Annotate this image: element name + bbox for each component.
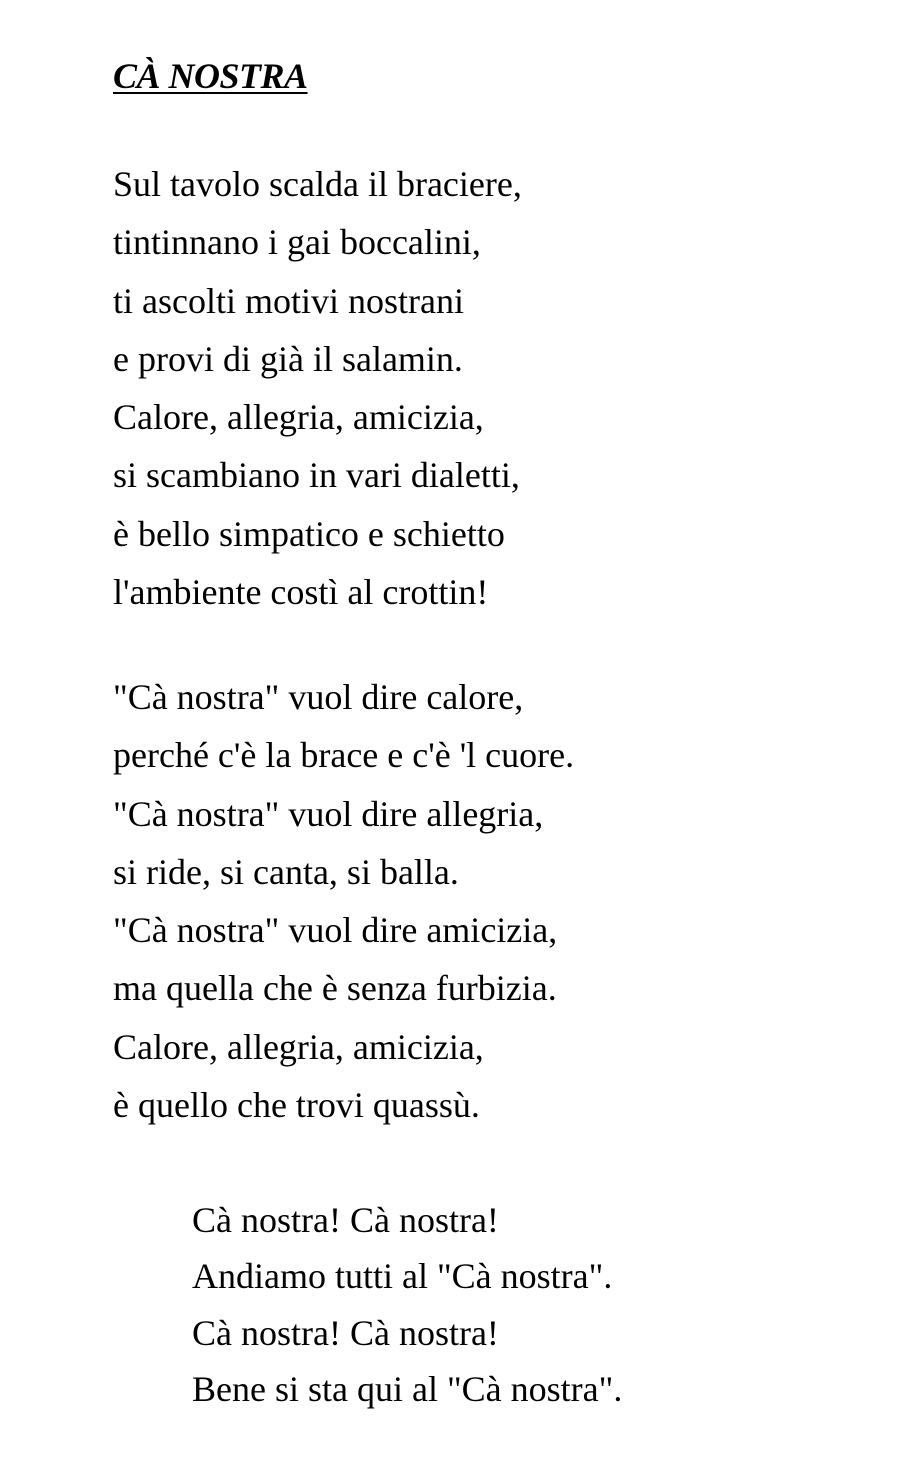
poem-line: tintinnano i gai boccalini, bbox=[113, 222, 481, 263]
poem-line: si ride, si canta, si balla. bbox=[113, 851, 459, 892]
poem-line: Andiamo tutti al "Cà nostra". bbox=[192, 1256, 613, 1297]
poem-line: Calore, allegria, amicizia, bbox=[113, 1026, 484, 1067]
poem-line: l'ambiente costì al crottin! bbox=[113, 572, 489, 613]
stanza-2 bbox=[113, 668, 574, 1134]
poem-line: Sul tavolo scalda il braciere, bbox=[113, 164, 522, 204]
poem-line: Cà nostra! Cà nostra! bbox=[192, 1200, 499, 1240]
poem-line: Cà nostra! Cà nostra! bbox=[192, 1312, 499, 1353]
poem-line: "Cà nostra" vuol dire amicizia, bbox=[113, 910, 558, 951]
poem-line: "Cà nostra" vuol dire allegria, bbox=[113, 793, 544, 834]
poem-line: è bello simpatico e schietto bbox=[113, 513, 505, 554]
poem-line: si scambiano in vari dialetti, bbox=[113, 455, 520, 496]
stanza-1 bbox=[113, 155, 522, 621]
poem-line: "Cà nostra" vuol dire calore, bbox=[113, 677, 524, 717]
poem-line: Calore, allegria, amicizia, bbox=[113, 397, 484, 438]
poem-title: CÀ NOSTRA bbox=[113, 56, 308, 96]
poem-line: e provi di già il salamin. bbox=[113, 338, 463, 379]
poem-line: Bene si sta qui al "Cà nostra". bbox=[192, 1368, 623, 1409]
poem-line: ma quella che è senza furbizia. bbox=[113, 968, 557, 1009]
poem-line: è quello che trovi quassù. bbox=[113, 1085, 480, 1126]
poem-line: ti ascolti motivi nostrani bbox=[113, 280, 464, 321]
refrain-stanza bbox=[192, 1192, 622, 1417]
poem-line: perché c'è la brace e c'è 'l cuore. bbox=[113, 735, 575, 776]
